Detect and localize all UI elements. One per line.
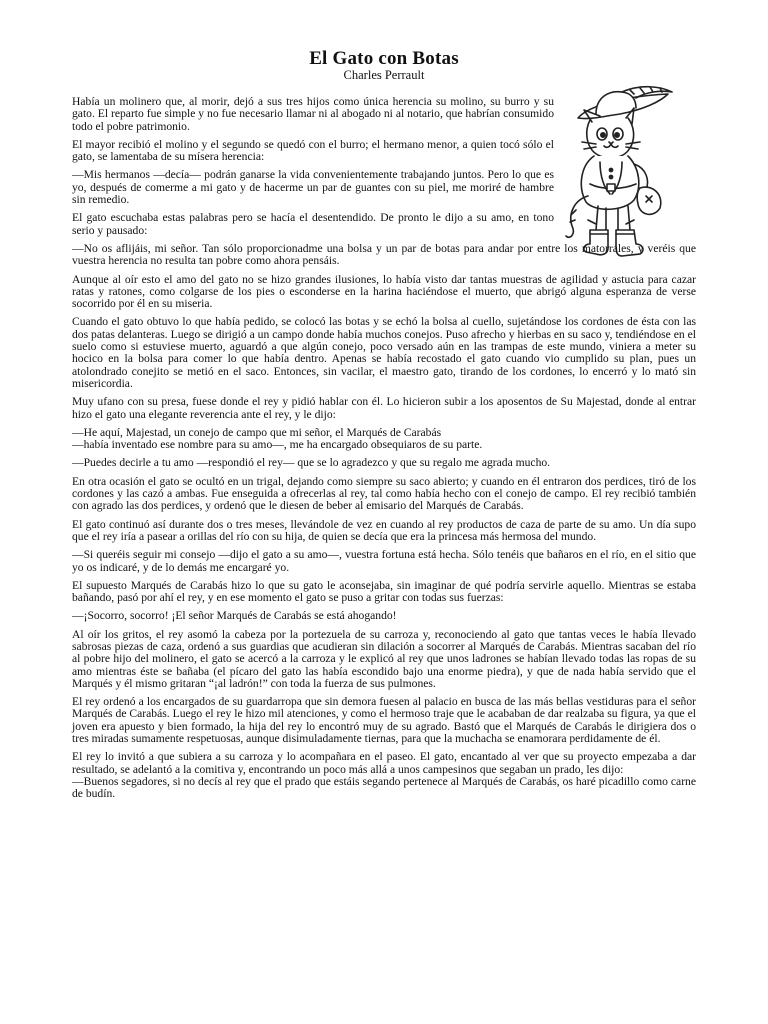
story-paragraph: —¡Socorro, socorro! ¡El señor Marqués de Carabás se está ahogando! xyxy=(72,609,397,623)
story-paragraph: Aunque al oír esto el amo del gato no se hizo grandes ilusiones, lo había visto dar tantas muestras de agilidad y astucia para cazar ratas y ratones, como colgarse de los pies o esconderse en la harina haciéndose el muerto, que abrigó alguna esperanza de verse socorrido por él en su miseria. xyxy=(72,272,696,311)
document-author: Charles Perrault xyxy=(343,68,425,82)
story-paragraph: El gato continuó así durante dos o tres meses, llevándole de vez en cuando al rey productos de caza de parte de su amo. Un día supo que el rey iría a pasear a orillas del río con su hija, de quien se decía que era la princesa más hermosa del mundo. xyxy=(72,517,696,543)
story-paragraph: El mayor recibió el molino y el segundo se quedó con el burro; el hermano menor, a quien tocó sólo el gato, se lamentaba de su mísera herencia: xyxy=(72,137,554,164)
story-paragraph: Había un molinero que, al morir, dejó a sus tres hijos como única herencia su molino, su burro y su gato. El reparto fue simple y no fue necesario llamar ni al abogado ni al notario, que habrían consumido todo el pobre patrimonio. xyxy=(72,95,554,133)
story-paragraph: —Si queréis seguir mi consejo —dijo el gato a su amo—, vuestra fortuna está hecha. Sólo tenéis que bañaros en el río, en el sitio que yo os indicaré, y de lo demás me encargaré yo. xyxy=(72,548,696,574)
document-title: El Gato con Botas xyxy=(309,48,459,69)
story-paragraph: En otra ocasión el gato se ocultó en un trigal, dejando como siempre su saco abierto; y cuando en él entraron dos perdices, tiró de los cordones y las cazó a ambas. Fue enseguida a ofrecerlas al rey, tal como había hecho con el conejo de campo. El rey recibió también con agrado las dos perdices, y ordenó que le diesen de beber al emisario del Marqués de Carabás. xyxy=(72,474,696,513)
story-paragraph: El rey ordenó a los encargados de su guardarropa que sin demora fuesen al palacio en busca de las más bellas vestiduras para el señor Marqués de Carabás. Luego el rey le hizo mil atenciones, y como el hermoso traje que le acababan de dar realzaba su figura, ya que el joven era apuesto y bien formado, la hija del rey lo encontró muy de su agrado. Bastó que el Marqués de Carabás le dirigiera dos o tres miradas sumamente respetuosas, aunque disimuladamente tiernas, para que la muchacha se enamorara perdidamente de él. xyxy=(72,695,696,746)
story-paragraph: —Mis hermanos —decía— podrán ganarse la vida convenientemente trabajando juntos. Pero lo que es yo, después de comerme a mi gato y de hacerme un par de guantes con su piel, me moriré de hambre sin remedio. xyxy=(72,168,554,207)
story-paragraph: El gato escuchaba estas palabras pero se hacía el desentendido. De pronto le dijo a su amo, en tono serio y pausado: xyxy=(72,211,554,237)
story-body xyxy=(72,96,696,807)
story-paragraph: El supuesto Marqués de Carabás hizo lo que su gato le aconsejaba, sin imaginar de qué podría servirle aquello. Mientras se estaba bañando, pasó por ahí el rey, y en ese momento el gato se puso a gritar con todas sus fuerzas: xyxy=(72,578,696,605)
story-paragraph: —No os aflijáis, mi señor. Tan sólo proporcionadme una bolsa y un par de botas para andar por entre los matorrales, y veréis que vuestra herencia no resulta tan pobre como ahora pensáis. xyxy=(72,241,696,268)
story-paragraph: —Puedes decirle a tu amo —respondió el rey— que se lo agradezco y que su regalo me agrada mucho. xyxy=(72,456,551,470)
story-paragraph: Al oír los gritos, el rey asomó la cabeza por la portezuela de su carroza y, reconociendo al gato que tantas veces le había llevado sabrosas piezas de caza, ordenó a sus guardias que acudieran sin dilación a socorrer al Marqués de Carabás. Mientras sacaban del río al pobre hijo del molinero, el gato se acercó a la carroza y le explicó al rey que unos ladrones se habían llevado todas las ropas de su amo mientras éste se bañaba (el pícaro del gato las había escondido bajo una enorme piedra), y que de nada había servido que el Marqués y él mismo gritaran “¡al ladrón!” con toda la fuerza de sus pulmones. xyxy=(72,627,696,690)
story-paragraph: Cuando el gato obtuvo lo que había pedido, se colocó las botas y se echó la bolsa al cuello, sujetándose los cordones de ésta con las dos patas delanteras. Luego se dirigió a un campo donde había muchos conejos. Puso afrecho y hierbas en su saco y, tendiéndose en el suelo como si estuviese muerto, aguardó a que algún conejo, poco versado aún en las trampas de este mundo, viniera a meter su hocico en la bolsa para comer lo que había dentro. Apenas se había recostado el gato cuando vio cumplido su plan, pues un atolondrado conejito se metió en el saco. Entonces, sin vacilar, el maestro gato, tirando de los cordones, lo encerró y lo mató sin misericordia. xyxy=(72,315,696,390)
story-paragraph: Muy ufano con su presa, fuese donde el rey y pidió hablar con él. Lo hicieron subir a los aposentos de Su Majestad, donde al entrar hizo el gato una elegante reverencia ante el rey, y le dijo: xyxy=(72,395,696,421)
story-paragraph: —He aquí, Majestad, un conejo de campo que mi señor, el Marqués de Carabás xyxy=(72,425,442,439)
story-paragraph: —Buenos segadores, si no decís al rey que el prado que estáis segando pertenece al Marqués de Carabás, os haré picadillo como carne de budín. xyxy=(72,774,696,801)
story-paragraph: —había inventado ese nombre para su amo—, me ha encargado obsequiaros de su parte. xyxy=(72,438,483,452)
story-paragraph: El rey lo invitó a que subiera a su carroza y lo acompañara en el paseo. El gato, encantado al ver que su proyecto empezaba a dar resultado, se adelantó a la comitiva y, encontrando un poco más allá a unos campesinos que segaban un prado, les dijo: xyxy=(72,750,696,776)
